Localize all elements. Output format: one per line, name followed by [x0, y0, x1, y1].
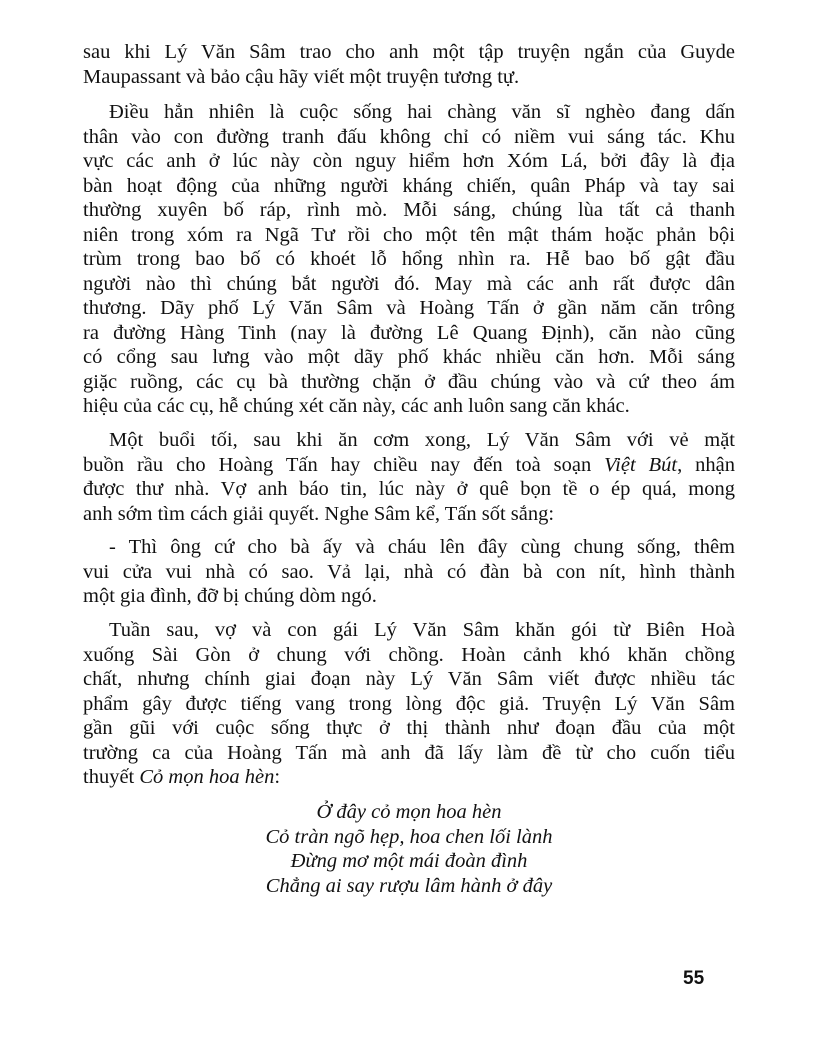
text-line: thương. Dãy phố Lý Văn Sâm và Hoàng Tấn ở gần năm căn trông [83, 297, 735, 319]
text-line: thân vào con đường tranh đấu không chỉ có niềm vui sáng tác. Khu [83, 125, 735, 148]
text-line: sau khi Lý Văn Sâm trao cho anh một tập truyện ngắn của Guyde [83, 41, 735, 63]
text-line: buồn rầu cho Hoàng Tấn hay chiều nay đến toà soạn Việt Bút, nhận [83, 453, 735, 476]
text-line: giặc ruồng, các cụ bà thường chặn ở đầu chúng vào và cứ theo ám [83, 370, 735, 393]
text-line: người nào thì chúng bắt người đó. May mà các anh rất được dân [83, 272, 735, 295]
verse-line: Ở đây cỏ mọn hoa hèn [316, 801, 502, 823]
text-line: gần gũi với cuộc sống thực ở thị thành như đoạn đầu của một [83, 717, 735, 739]
verse-line: Đừng mơ một mái đoàn đình [290, 850, 528, 872]
text-line: phẩm gây được tiếng vang trong lòng độc giả. Truyện Lý Văn Sâm [83, 692, 735, 715]
text-line: có cổng sau lưng vào một dãy phố khác nhiều căn hơn. Mỗi sáng [83, 346, 735, 368]
text-line: Maupassant và bảo cậu hãy viết một truyện tương tự. [83, 65, 520, 88]
text-line: thuyết Cỏ mọn hoa hèn: [83, 766, 281, 788]
page-number: 55 [683, 968, 705, 989]
text-line: anh sớm tìm cách giải quyết. Nghe Sâm kể, Tấn sốt sắng: [83, 502, 555, 525]
text-line: được thư nhà. Vợ anh báo tin, lúc này ở quê bọn tề o ép quá, mong [83, 478, 735, 500]
text-line: xuống Sài Gòn ở chung với chồng. Hoàn cảnh khó khăn chồng [83, 643, 735, 666]
text-line: Điều hẳn nhiên là cuộc sống hai chàng văn sĩ nghèo đang dấn [109, 101, 735, 123]
text-line: trường ca của Hoàng Tấn mà anh đã lấy làm đề từ cho cuốn tiểu [83, 741, 735, 764]
text-line: trùm trong bao bố có khoét lỗ hổng nhìn ra. Hễ bao bố gật đầu [83, 248, 735, 270]
text-line: ra đường Hàng Tinh (nay là đường Lê Quang Định), căn nào cũng [83, 321, 735, 344]
text-line: vui cửa vui nhà có sao. Vả lại, nhà có đàn bà con nít, hình thành [83, 560, 735, 583]
text-line: vực các anh ở lúc này còn nguy hiểm hơn Xóm Lá, bởi đây là địa [83, 150, 735, 172]
italic-title: Việt Bút [604, 453, 678, 476]
text-line: thường xuyên bố ráp, rình mò. Mỗi sáng, chúng lùa tất cả thanh [83, 199, 735, 221]
verse-line: Cỏ tràn ngõ hẹp, hoa chen lối lành [265, 825, 553, 848]
text-line: - Thì ông cứ cho bà ấy và cháu lên đây cùng chung sống, thêm [109, 536, 735, 558]
text-line: hiệu của các cụ, hễ chúng xét căn này, các anh luôn sang căn khác. [83, 395, 630, 417]
text-line: Một buổi tối, sau khi ăn cơm xong, Lý Văn Sâm với vẻ mặt [109, 429, 735, 451]
text-line: chất, nhưng chính giai đoạn này Lý Văn Sâm viết được nhiều tác [83, 668, 735, 690]
text-line: bàn hoạt động của những người kháng chiến, quân Pháp và tay sai [83, 174, 735, 197]
verse-line: Chẳng ai say rượu lâm hành ở đây [265, 874, 553, 897]
italic-title: Cỏ mọn hoa hèn [139, 766, 275, 788]
text-line: Tuần sau, vợ và con gái Lý Văn Sâm khăn gói từ Biên Hoà [109, 619, 735, 641]
text-line: một gia đình, đỡ bị chúng dòm ngó. [83, 585, 377, 607]
text-line: niên trong xóm ra Ngã Tư rồi cho một tên mật thám hoặc phản bội [83, 223, 735, 246]
